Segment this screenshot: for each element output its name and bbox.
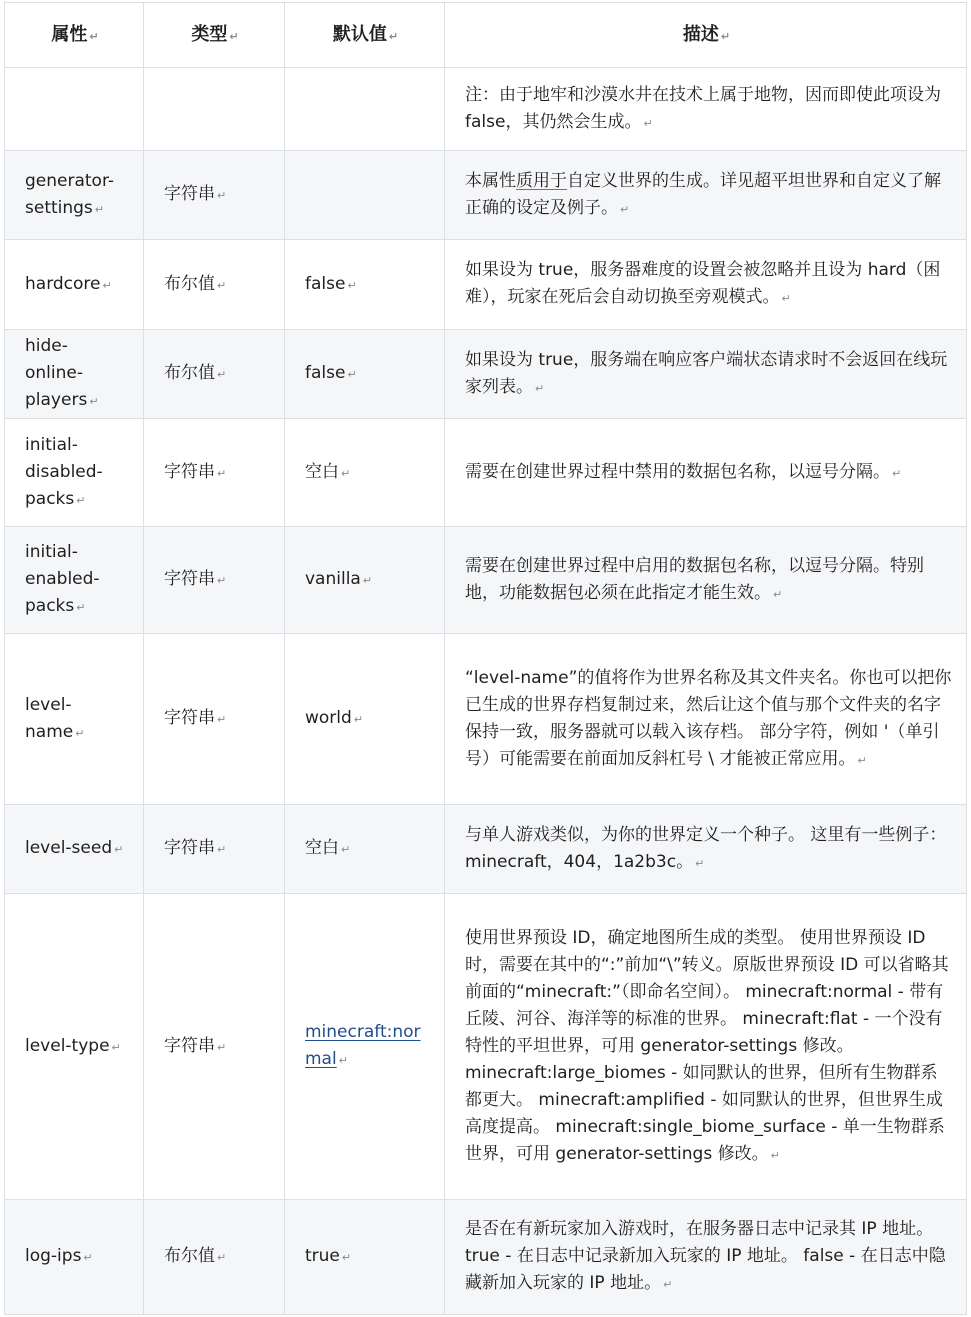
cell-default <box>285 151 445 240</box>
cell-property: initial-enabled-packs ↵ <box>5 527 144 634</box>
table-row <box>5 634 967 805</box>
cell-type: 字符串 ↵ <box>144 894 285 1200</box>
table-row <box>5 527 967 634</box>
cell-description: 是否在有新玩家加入游戏时，在服务器日志中记录其 IP 地址。 true - 在日志中记录新加入玩家的 IP 地址。 false - 在日志中隐藏新加入玩家的 IP 地址。 ↵ <box>445 1200 967 1315</box>
table-row <box>5 419 967 527</box>
cell-property: log-ips ↵ <box>5 1200 144 1315</box>
cell-type: 布尔值 ↵ <box>144 330 285 419</box>
cell-description: 与单人游戏类似，为你的世界定义一个种子。 这里有一些例子：minecraft，404，1a2b3c。 ↵ <box>445 805 967 894</box>
cell-default: false ↵ <box>285 330 445 419</box>
cell-description: “level-name”的值将作为世界名称及其文件夹名。你也可以把你已生成的世界存档复制过来，然后让这个值与那个文件夹的名字保持一致，服务器就可以载入该存档。 部分字符，例如 '（单引号）可能需要在前面加反斜杠号 \ 才能被正常应用。 ↵ <box>445 634 967 805</box>
server-properties-table <box>4 2 967 1315</box>
cell-property: level-type ↵ <box>5 894 144 1200</box>
cell-type: 字符串 ↵ <box>144 527 285 634</box>
cell-description: 需要在创建世界过程中禁用的数据包名称，以逗号分隔。 ↵ <box>445 419 967 527</box>
cell-default: 空白 ↵ <box>285 419 445 527</box>
cell-property: hardcore ↵ <box>5 240 144 330</box>
cell-type: 字符串 ↵ <box>144 634 285 805</box>
cell-type: 布尔值 ↵ <box>144 1200 285 1315</box>
cell-default: vanilla ↵ <box>285 527 445 634</box>
cell-type: 字符串 ↵ <box>144 419 285 527</box>
highlighted-text: 质用于 <box>516 170 567 191</box>
cell-description: 如果设为 true，服务端在响应客户端状态请求时不会返回在线玩家列表。 ↵ <box>445 330 967 419</box>
table-row <box>5 68 967 151</box>
cell-description: 使用世界预设 ID，确定地图所生成的类型。 使用世界预设 ID 时，需要在其中的“:”前加“\”转义。原版世界预设 ID 可以省略其前面的“minecraft:”（即命名空间）。 minecraft:normal - 带有丘陵、河谷、海洋等的标准的世界。 minecraft:flat - 一个没有特性的平坦世界，可用 generator-settings 修改。 minecraft:large_biomes - 如同默认的世界，但所有生物群系都更大。 minecraft:amplified - 如同默认的世界，但世界生成高度提高。 minecraft:single_biome_surface - 单一生物群系世界，可用 generator-settings 修改。 ↵ <box>445 894 967 1200</box>
table-row <box>5 330 967 419</box>
cell-property: hide-online-players ↵ <box>5 330 144 419</box>
cell-property: generator-settings ↵ <box>5 151 144 240</box>
table-row <box>5 151 967 240</box>
header-default: 默认值 ↵ <box>285 3 445 68</box>
cell-type: 字符串 ↵ <box>144 805 285 894</box>
cell-property <box>5 68 144 151</box>
cell-property: initial-disabled-packs ↵ <box>5 419 144 527</box>
cell-default: false ↵ <box>285 240 445 330</box>
cell-type: 布尔值 ↵ <box>144 240 285 330</box>
level-type-default-link[interactable]: minecraft:normal <box>305 1022 421 1069</box>
table-row <box>5 894 967 1200</box>
cell-default: world ↵ <box>285 634 445 805</box>
cell-type <box>144 68 285 151</box>
cell-description: 需要在创建世界过程中启用的数据包名称，以逗号分隔。特别地，功能数据包必须在此指定才能生效。 ↵ <box>445 527 967 634</box>
cell-default: 空白 ↵ <box>285 805 445 894</box>
cell-property: level-name ↵ <box>5 634 144 805</box>
header-type: 类型 ↵ <box>144 3 285 68</box>
cell-default: true ↵ <box>285 1200 445 1315</box>
cell-property: level-seed ↵ <box>5 805 144 894</box>
cell-description: 注：由于地牢和沙漠水井在技术上属于地物，因而即使此项设为 false，其仍然会生成。 ↵ <box>445 68 967 151</box>
table-row <box>5 1200 967 1315</box>
table-header-row <box>5 3 967 68</box>
table-row <box>5 805 967 894</box>
cell-type: 字符串 ↵ <box>144 151 285 240</box>
cell-description: 本属性质用于自定义世界的生成。详见超平坦世界和自定义了解正确的设定及例子。 ↵ <box>445 151 967 240</box>
cell-description: 如果设为 true，服务器难度的设置会被忽略并且设为 hard（困难），玩家在死后会自动切换至旁观模式。 ↵ <box>445 240 967 330</box>
table-row <box>5 240 967 330</box>
cell-default <box>285 68 445 151</box>
cell-default: minecraft:normal ↵ <box>285 894 445 1200</box>
header-property: 属性 ↵ <box>5 3 144 68</box>
header-description: 描述 ↵ <box>445 3 967 68</box>
